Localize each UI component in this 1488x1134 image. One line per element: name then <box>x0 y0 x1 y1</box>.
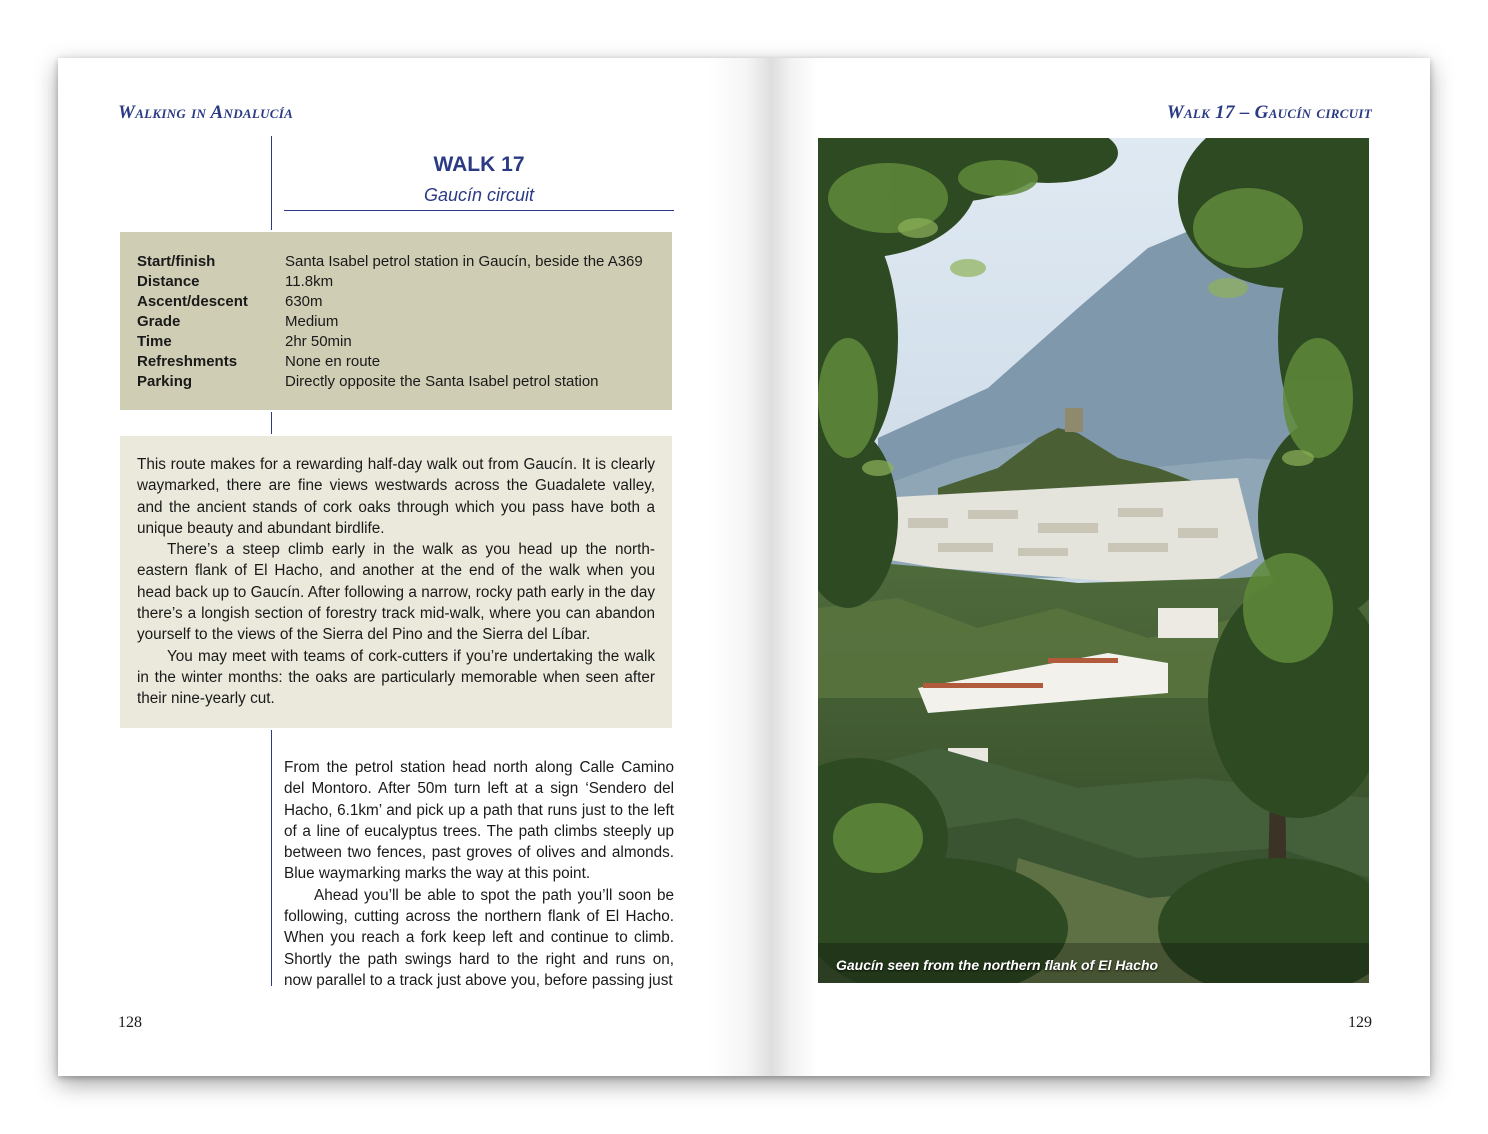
landscape-illustration <box>818 138 1369 983</box>
margin-rule-bottom <box>271 730 272 986</box>
info-row-grade <box>137 312 672 332</box>
info-value: Directly opposite the Santa Isabel petrol station <box>285 373 599 390</box>
info-value: 2hr 50min <box>285 333 352 350</box>
body-paragraph: From the petrol station head north along Calle Camino del Montoro. After 50m turn left at a sign ‘Sendero del Hacho, 6.1km’ and pick up a path that runs just to the left of a line of eucalyptus trees. The path climbs steeply up between two fences, past groves of olives and almonds. Blue waymarking marks the way at this point. <box>284 759 674 883</box>
walk-subtitle: Gaucín circuit <box>423 185 535 205</box>
right-running-head: Walk 17 – Gaucín circuit <box>1166 102 1372 123</box>
info-value: Medium <box>285 313 339 330</box>
route-info-box <box>120 232 672 410</box>
title-rule <box>284 210 674 211</box>
info-label: Parking <box>137 373 193 390</box>
info-label: Ascent/descent <box>137 293 248 310</box>
book-gutter-shadow <box>708 58 818 1076</box>
info-label: Refreshments <box>137 353 238 370</box>
intro-paragraph: This route makes for a rewarding half-day walk out from Gaucín. It is clearly waymarked, there are fine views westwards across the Guadalete valley, and the ancient stands of cork oaks through which you pass have both a unique beauty and abundant birdlife. <box>137 456 655 537</box>
page-number-left: 128 <box>118 1014 142 1031</box>
walk-title: WALK 17 <box>433 153 525 176</box>
left-running-head: Walking in Andalucía <box>118 102 294 123</box>
info-label: Time <box>137 333 172 350</box>
info-row-distance <box>137 272 672 292</box>
info-row-start-finish <box>137 252 672 272</box>
info-label: Distance <box>137 273 200 290</box>
info-value: 630m <box>285 293 323 310</box>
info-row-parking <box>137 372 672 392</box>
info-label: Grade <box>137 313 181 330</box>
intro-paragraph: You may meet with teams of cork-cutters if you’re undertaking the walk in the winter months: the oaks are particularly memorable when seen after their nine-yearly cut. <box>137 647 655 708</box>
body-paragraph: Ahead you’ll be able to spot the path you’ll soon be following, cutting across the northern flank of El Hacho. When you reach a fork keep left and continue to climb. Shortly the path swings hard to the right and runs on, now parallel to a track just above you, before passing just <box>284 886 674 989</box>
info-value: None en route <box>285 353 381 370</box>
info-row-refreshments <box>137 352 672 372</box>
gaucin-photo <box>818 138 1369 983</box>
margin-rule-top <box>271 136 272 230</box>
route-intro-box <box>120 436 672 728</box>
info-value: 11.8km <box>285 273 334 290</box>
info-label: Start/finish <box>137 253 216 270</box>
route-description <box>284 757 674 991</box>
info-value: Santa Isabel petrol station in Gaucín, beside the A369 <box>285 253 643 270</box>
book-spread <box>58 58 1430 1076</box>
margin-rule-middle <box>271 412 272 434</box>
intro-paragraph: There’s a steep climb early in the walk as you head up the north-eastern flank of El Hacho, and another at the end of the walk when you head back up to Gaucín. After following a narrow, rocky path early in the day there’s a longish section of forestry track mid-walk, where you can abandon yourself to the views of the Sierra del Pino and the Sierra del Líbar. <box>137 541 655 644</box>
info-row-ascent-descent <box>137 292 672 312</box>
info-row-time <box>137 332 672 352</box>
page-number-right: 129 <box>1348 1014 1372 1031</box>
photo-caption: Gaucín seen from the northern flank of El Hacho <box>836 957 1159 973</box>
